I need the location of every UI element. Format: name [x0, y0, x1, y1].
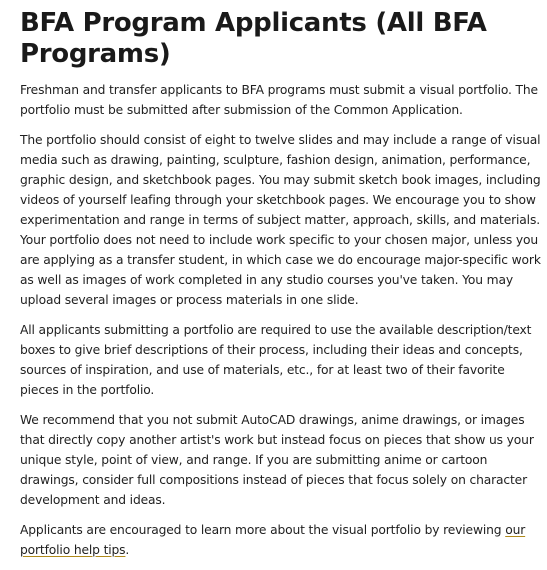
paragraph-recommendations: We recommend that you not submit AutoCAD drawings, anime drawings, or images that directly copy another artist's work but instead focus on pieces that show us your unique style, point of view, and range. If you are submitting anime or cartoon drawings, consider full compositions instead of pieces that focus solely on character development and ideas.: [20, 413, 534, 507]
paragraph-help-tips: [20, 520, 542, 560]
portfolio-help-tips-link[interactable]: our portfolio help tips: [20, 523, 526, 557]
paragraph-description-boxes: All applicants submitting a portfolio are required to use the available description/text boxes to give brief descriptions of their process, including their ideas and concepts, sources of inspiration, and use of materials, etc., for at least two of their favorite pieces in the portfolio.: [20, 323, 532, 397]
help-tips-trailing-text: .: [125, 543, 130, 557]
paragraph-portfolio-contents: The portfolio should consist of eight to twelve slides and may include a range of visual media such as drawing, painting, sculpture, fashion design, animation, performance, graphic design, and sketchbook pages. You may submit sketch book images, including videos of yourself leafing through your sketchbook pages. We encourage you to show experimentation and range in terms of subject matter, approach, skills, and materials. Your portfolio does not need to include work specific to your chosen major, unless you are applying as a transfer student, in which case we do encourage major-specific work as well as images of work completed in any studio courses you've taken. You may upload several images or process materials in one slide.: [20, 133, 541, 307]
main-content: [20, 8, 542, 570]
page-title: BFA Program Applicants (All BFA Programs): [20, 8, 487, 69]
help-tips-lead-text: Applicants are encouraged to learn more about the visual portfolio by reviewing: [20, 523, 506, 537]
paragraph-submission-requirement: Freshman and transfer applicants to BFA programs must submit a visual portfolio. The portfolio must be submitted after submission of the Common Application.: [20, 83, 538, 117]
